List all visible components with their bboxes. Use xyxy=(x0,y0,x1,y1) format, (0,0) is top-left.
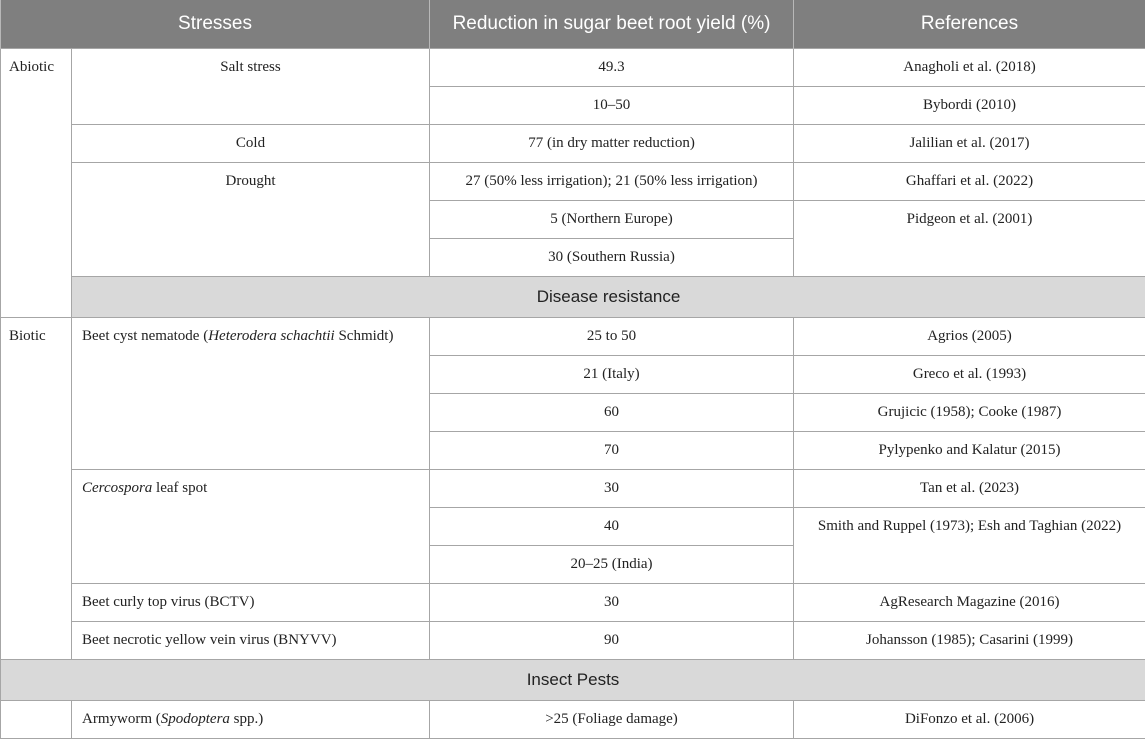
table-row xyxy=(1,701,1145,739)
reference: Anagholi et al. (2018) xyxy=(794,49,1145,87)
reference: Pylypenko and Kalatur (2015) xyxy=(794,432,1145,470)
reference: Smith and Ruppel (1973); Esh and Taghian (2022) xyxy=(794,508,1145,584)
reference: Jalilian et al. (2017) xyxy=(794,125,1145,163)
section-insect-pests: Insect Pests xyxy=(1,660,1145,701)
section-row xyxy=(1,660,1145,701)
header-references: References xyxy=(794,0,1145,49)
stress-beet-cyst-nematode: Beet cyst nematode (Heterodera schachtii Schmidt) xyxy=(72,318,430,470)
reduction-value: 25 to 50 xyxy=(430,318,794,356)
reference: Agrios (2005) xyxy=(794,318,1145,356)
header-row xyxy=(1,0,1145,49)
reference: Ghaffari et al. (2022) xyxy=(794,163,1145,201)
reduction-value: 20–25 (India) xyxy=(430,546,794,584)
reduction-value: 77 (in dry matter reduction) xyxy=(430,125,794,163)
category-abiotic: Abiotic xyxy=(1,49,72,318)
reference: DiFonzo et al. (2006) xyxy=(794,701,1145,739)
reference: Grujicic (1958); Cooke (1987) xyxy=(794,394,1145,432)
table-row xyxy=(1,318,1145,356)
reduction-value: 60 xyxy=(430,394,794,432)
reduction-value: 30 xyxy=(430,470,794,508)
reference: Greco et al. (1993) xyxy=(794,356,1145,394)
reduction-value: >25 (Foliage damage) xyxy=(430,701,794,739)
category-biotic: Biotic xyxy=(1,318,72,660)
reference: Bybordi (2010) xyxy=(794,87,1145,125)
stress-drought: Drought xyxy=(72,163,430,277)
reduction-value: 40 xyxy=(430,508,794,546)
table-row xyxy=(1,622,1145,660)
category-insect xyxy=(1,701,72,739)
reduction-value: 70 xyxy=(430,432,794,470)
reduction-value: 21 (Italy) xyxy=(430,356,794,394)
table-row xyxy=(1,49,1145,87)
stress-cercospora-leaf-spot: Cercospora leaf spot xyxy=(72,470,430,584)
section-row xyxy=(1,277,1145,318)
section-disease-resistance: Disease resistance xyxy=(72,277,1145,318)
reduction-value: 27 (50% less irrigation); 21 (50% less irrigation) xyxy=(430,163,794,201)
reduction-value: 49.3 xyxy=(430,49,794,87)
reference: Pidgeon et al. (2001) xyxy=(794,201,1145,277)
table-row xyxy=(1,470,1145,508)
reference: AgResearch Magazine (2016) xyxy=(794,584,1145,622)
reduction-value: 5 (Northern Europe) xyxy=(430,201,794,239)
reduction-value: 10–50 xyxy=(430,87,794,125)
table-row xyxy=(1,125,1145,163)
reduction-value: 90 xyxy=(430,622,794,660)
header-stresses: Stresses xyxy=(1,0,430,49)
table-row xyxy=(1,584,1145,622)
stress-bnyvv: Beet necrotic yellow vein virus (BNYVV) xyxy=(72,622,430,660)
reference: Johansson (1985); Casarini (1999) xyxy=(794,622,1145,660)
stress-salt: Salt stress xyxy=(72,49,430,125)
stress-bctv: Beet curly top virus (BCTV) xyxy=(72,584,430,622)
header-reduction: Reduction in sugar beet root yield (%) xyxy=(430,0,794,49)
table-row xyxy=(1,163,1145,201)
reference: Tan et al. (2023) xyxy=(794,470,1145,508)
stress-armyworm: Armyworm (Spodoptera spp.) xyxy=(72,701,430,739)
reduction-value: 30 (Southern Russia) xyxy=(430,239,794,277)
reduction-value: 30 xyxy=(430,584,794,622)
stress-cold: Cold xyxy=(72,125,430,163)
